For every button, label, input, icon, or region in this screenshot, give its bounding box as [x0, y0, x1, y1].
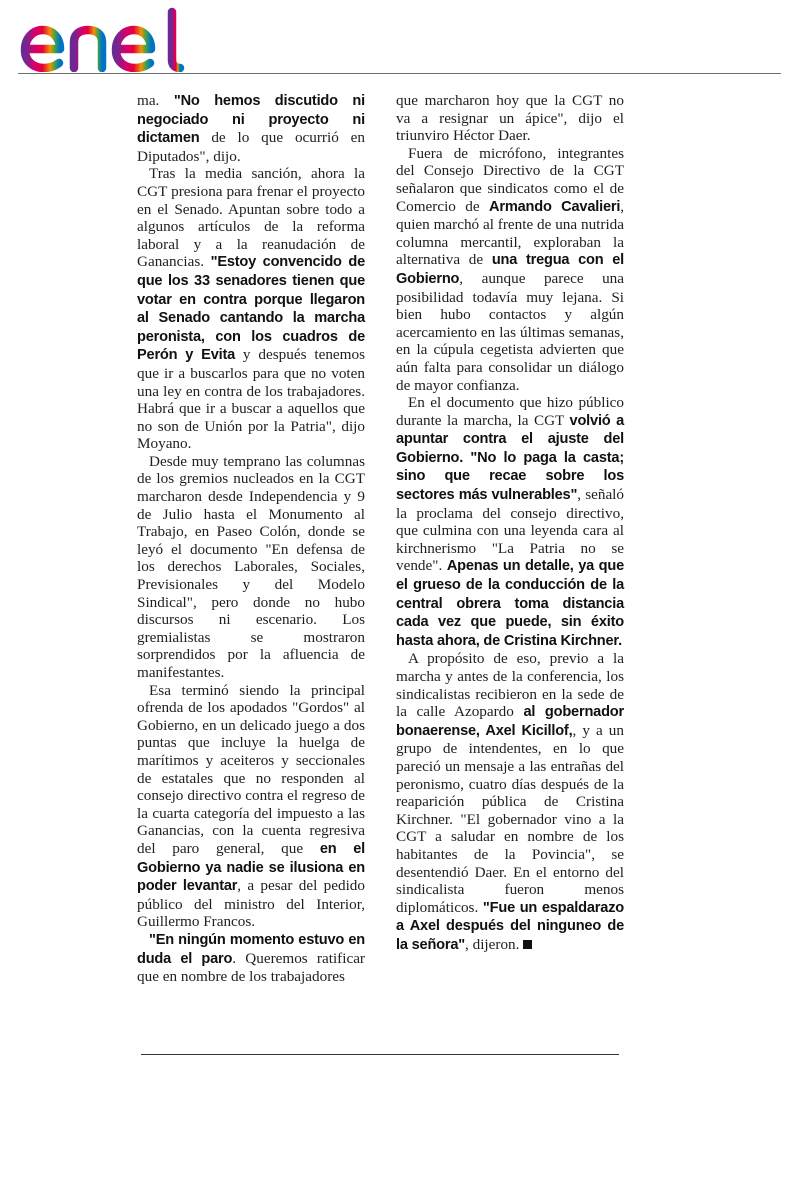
enel-logo-icon [16, 6, 186, 72]
paragraph-text: de lo que ocurrió en Diputados", dijo. [137, 129, 365, 165]
highlighted-quote: volvió a apuntar contra el ajuste del Gobierno. "No lo paga la casta; sino que recae sobre los sectores más vulnerables" [396, 412, 624, 504]
paragraph-text: Tras la media sanción, ahora la CGT presiona para frenar el proyecto en el Senado. Apuntan sobre todo a algunos artículos de la reforma laboral y a la reanudación de Ganancias. [137, 165, 365, 271]
header-divider [18, 73, 781, 74]
paragraph-text: , dijeron. [465, 935, 520, 953]
paragraph-text: , y a un grupo de intendentes, en lo que pareció un mensaje a las entrañas del peronismo, cuatro días después de la reaparición pública de Cristina Kirchner. "El gobernador vino a la CGT a saludar en nombre de los habitantes de la Povincia", se desentendió Daer. En el entorno del sindicalista fueron menos diplomáticos. [396, 721, 624, 916]
highlighted-quote: Apenas un detalle, ya que el grueso de la conducción de la central obrera toma distancia cada vez que puede, sin éxito hasta ahora, de Cristina Kirchner. [396, 558, 625, 649]
article-paragraph [137, 165, 365, 453]
article-paragraph [137, 931, 365, 986]
paragraph-text: ma. [137, 92, 174, 109]
article-paragraph [137, 682, 365, 931]
highlighted-quote: "Fue un espaldarazo a Axel después del ninguneo de la señora" [396, 899, 624, 953]
highlighted-quote: en el Gobierno ya nadie se ilusiona en poder levantar [137, 840, 366, 895]
highlighted-quote: una tregua con el Gobierno [396, 252, 624, 287]
footer-divider [141, 1054, 619, 1055]
paragraph-text: , señaló la proclama del consejo directivo, que culmina con una leyenda cara al kirchnerismo "La Patria no se vende". [396, 486, 624, 575]
highlighted-quote: "No hemos discutido ni negociado ni proyecto ni dictamen [137, 93, 365, 147]
article-paragraph [396, 650, 624, 954]
article-paragraph [396, 394, 624, 650]
paragraph-text: Desde muy temprano las columnas de los gremios nucleados en la CGT marcharon desde Independencia y 9 de Julio hasta el Monumento al Trabajo, en Paseo Colón, donde se leyó el documento "En defensa de los derechos Laborales, Sociales, Previsionales y del Modelo Sindical", pero donde no hubo discursos ni escenario. Los gremialistas se mostraron sorprendidos por la afluencia de manifestantes. [137, 452, 365, 681]
highlighted-quote: "En ningún momento estuvo en duda el paro [137, 931, 365, 967]
highlighted-quote: "Estoy convencido de que los 33 senadores tienen que votar en contra porque llegaron al Senado cantando la marcha peronista, con los cuadros de Perón y Evita [137, 254, 365, 364]
paragraph-text: , aunque parece una posibilidad todavía muy lejana. Si bien hubo contactos y algún acercamiento en las últimas semanas, en la cúpula cegetista advierten que aún falta para consolidar un diálogo de mayor confianza. [396, 269, 624, 394]
end-of-article-icon [523, 940, 532, 949]
article-paragraph [137, 92, 365, 165]
paragraph-text: que marcharon hoy que la CGT no va a resignar un ápice", dijo el triunviro Héctor Daer. [396, 92, 624, 145]
paragraph-text: Esa terminó siendo la principal ofrenda de los apodados "Gordos" al Gobierno, en un delicado juego a dos puntas que incluye la huelga de marítimos y aceiteros y seccionales de estatales que no responden al consejo directivo contra el regreso de la cuarta categoría del impuesto a las Ganancias, con la cuenta regresiva del paro general, que [137, 681, 365, 857]
article-paragraph [396, 145, 624, 394]
highlighted-quote: Armando Cavalieri [489, 198, 621, 215]
paragraph-text: , a pesar del pedido público del ministro del Interior, Guillermo Francos. [137, 877, 365, 931]
paragraph-text: En el documento que hizo público durante la marcha, la CGT [396, 394, 624, 429]
highlighted-quote: al gobernador bonaerense, Axel Kicillof, [396, 704, 624, 739]
article-paragraph [396, 92, 624, 145]
paragraph-text: , quien marchó al frente de una nutrida columna mercantil, exploraban la alternativa de [396, 197, 624, 269]
paragraph-text: A propósito de eso, previo a la marcha y antes de la conferencia, los sindicalistas recibieron en la sede de la calle Azopardo [396, 650, 624, 721]
paragraph-text: y después tenemos que ir a buscarlos para que no voten una ley en contra de los trabajadores. Habrá que ir a buscar a aquellos que no son de Unión por la Patria", dijo Moyano. [137, 346, 365, 453]
paragraph-text: . Queremos ratificar que en nombre de los trabajadores [137, 949, 365, 986]
article-paragraph [137, 453, 365, 682]
article-column-left [137, 92, 365, 986]
article-column-right [396, 92, 624, 955]
paragraph-text: Fuera de micrófono, integrantes del Consejo Directivo de la CGT señalaron que sindicatos como el de Comercio de [396, 144, 624, 215]
